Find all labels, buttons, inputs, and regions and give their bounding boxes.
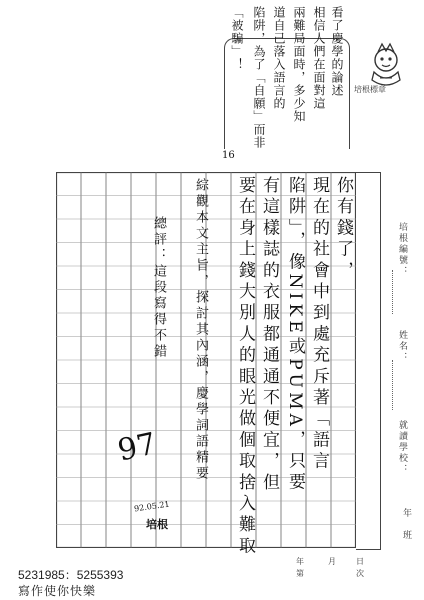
- essay-column: 陷阱」，像NIKE或PUMA，只要: [285, 176, 305, 494]
- date-month-label: 月: [328, 557, 336, 566]
- essay-column: 你有錢了，: [333, 176, 353, 282]
- comment-line: 兩難局面時，多少知: [292, 6, 306, 123]
- score: 97: [114, 426, 160, 469]
- essay-column: 現在的社會中到處充斥著「語言: [309, 176, 329, 473]
- name-label: 姓名：: [397, 330, 407, 363]
- comment-line: 「被騙」！: [230, 6, 244, 71]
- school-label: 就讀學校：: [397, 420, 407, 475]
- phone-numbers: 5231985：5255393: [18, 568, 124, 582]
- grade-label: 年: [401, 508, 411, 519]
- code-line: [392, 270, 394, 314]
- stamp-label: 培根標章: [354, 85, 386, 94]
- essay-column: 有這樣誌的衣服都通通不便宜，但: [259, 176, 279, 494]
- code-label: 培根編號：: [397, 222, 407, 277]
- comment-line: 相信人們在面對這: [312, 6, 326, 110]
- teacher-comment: 綜觀本文主旨，探討其內涵，慶學詞語精要: [193, 178, 208, 482]
- session-label: 第: [296, 569, 304, 578]
- essay-column: 要在身上錢大別人的眼光做個取捨入難取: [235, 176, 255, 558]
- comment-line: 看了慶學的論述: [330, 6, 344, 97]
- grade-date: 92.05.21: [133, 499, 171, 514]
- session-count-label: 次: [356, 569, 364, 578]
- class-label: 班: [401, 530, 411, 541]
- slogan: 寫作使你快樂: [18, 584, 97, 598]
- margin-note: 16: [222, 150, 235, 161]
- date-year-label: 年: [296, 557, 304, 566]
- date-day-label: 日: [356, 557, 364, 566]
- comment-line: 陷阱，為了「自願」而非: [252, 6, 266, 149]
- comment-line: 道自己落入語言的: [272, 6, 286, 110]
- name-line: [392, 360, 394, 410]
- grader-signature: 培根: [146, 518, 168, 531]
- teacher-summary: 總評：這段寫得不錯: [151, 216, 166, 360]
- name-strip: [356, 172, 381, 550]
